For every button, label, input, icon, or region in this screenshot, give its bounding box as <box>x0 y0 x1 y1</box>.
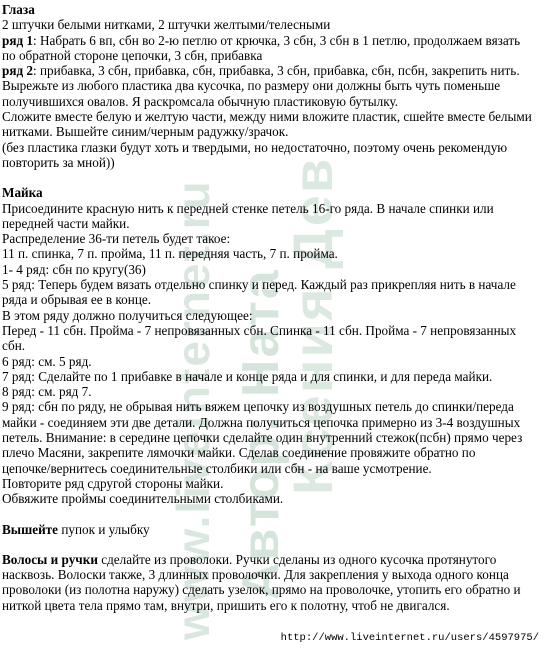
eyes-line: по обратной стороне цепочки, 3 сбн, прибавка <box>2 47 263 63</box>
hair-section <box>2 552 542 613</box>
eyes-line: Сложите вместе белую и желтую части, между ними вложите пластик, сшейте вместе белыми <box>2 109 532 125</box>
pattern-document <box>2 2 542 613</box>
row-label: ряд 1 <box>2 32 34 48</box>
shirt-line: 5 ряд: Теперь будем вязать отдельно спинку и перед. Каждый раз прикрепляя нить в начале <box>2 277 516 293</box>
shirt-line: 6 ряд: см. 5 ряд. <box>2 353 92 369</box>
shirt-line: майки - соединяем эти две детали. Должна получиться цепочка примерно из 3-4 воздушных <box>2 414 521 430</box>
shirt-line: передней части майки. <box>2 215 130 231</box>
hair-line: ниткой цвета тела прямо там, внутри, пришить его к полотну, чтоб не двигался. <box>2 597 450 613</box>
hair-line: проволоки (из полотна наружу) сделать узелок, прямо на проволочке, утопить его обратно и <box>2 582 521 598</box>
hair-text: сделайте из проволоки. Ручки сделаны из одного кусочка протянутого <box>97 551 497 567</box>
eyes-section <box>2 2 542 170</box>
hair-line: насквозь. Волоски также, 3 длинных проволочки. Для закрепления у выхода одного конца <box>2 567 509 583</box>
watermark-site: www.liveinternet.ru <box>167 179 219 640</box>
shirt-lines <box>2 201 542 507</box>
shirt-heading: Майка <box>2 185 43 201</box>
eyes-line: 2 штучки белыми нитками, 2 штучки желтыми/телесными <box>2 17 331 33</box>
shirt-line: Присоедините красную нить к передней стенке петель 16-го ряда. В начале спинки или <box>2 200 494 216</box>
eyes-row2 <box>2 63 542 78</box>
watermark-author: Автор: Ната <box>232 268 290 600</box>
shirt-line: плечо Масяни, закрепите лямочки майки. Сделав соединение провяжите обратно по <box>2 445 476 461</box>
shirt-line: В этом ряду должно получиться следующее: <box>2 307 253 323</box>
shirt-line: сбн. <box>2 338 26 354</box>
shirt-line: Повторите ряд сдругой стороны майки. <box>2 475 224 491</box>
shirt-line: 7 ряд: Сделайте по 1 прибавке в начале и конце ряда и для спинки, и для переда майки. <box>2 368 493 384</box>
shirt-line: 1- 4 ряд: сбн по кругу(36) <box>2 261 146 277</box>
shirt-line: Обвяжите проймы соединительными столбиками. <box>2 491 284 507</box>
embroider-paragraph <box>2 522 542 537</box>
watermark-name: Ксения Дев <box>281 156 344 495</box>
eyes-heading: Глаза <box>2 2 35 17</box>
shirt-line: петель. Внимание: в середине цепочки сделайте один внутренний стежок(псбн) прямо через <box>2 430 523 446</box>
embroider-text: пупок и улыбку <box>58 521 150 537</box>
eyes-line: Вырежьте из любого пластика два кусочка, по размеру они должны быть чуть поменьше <box>2 78 501 94</box>
shirt-section <box>2 185 542 506</box>
hair-heading: Волосы и ручки <box>2 551 98 567</box>
shirt-line: ряда и обрывая ее в конце. <box>2 292 152 308</box>
eyes-line: получившихся овалов. Я раскромсала обычную пластиковую бутылку. <box>2 93 399 109</box>
shirt-line: Перед - 11 сбн. Пройма - 7 непровязанных сбн. Спинка - 11 сбн. Пройма - 7 непровязанных <box>2 322 517 338</box>
shirt-line: 11 п. спинка, 7 п. пройма, 11 п. передняя часть, 7 п. пройма. <box>2 246 338 262</box>
shirt-line: 9 ряд: сбн по ряду, не обрывая нить вяжем цепочку из воздушных петель до спинки/переда <box>2 399 514 415</box>
eyes-line: нитками. Вышейте синим/черным радужку/зрачок. <box>2 124 289 140</box>
embroider-heading: Вышейте <box>2 521 59 537</box>
eyes-line: повторить за мной)) <box>2 154 115 170</box>
row-label: ряд 2 <box>2 63 34 79</box>
shirt-line: цепочке/вернитесь соединительные столбики или сбн - на ваше усмотрение. <box>2 460 432 476</box>
shirt-line: Распределение 36-ти петель будет такое: <box>2 231 231 247</box>
row-text: : Набрать 6 вп, сбн во 2-ю петлю от крючка, 3 сбн, 3 сбн в 1 петлю, продолжаем вязать <box>33 32 521 48</box>
row-text: : прибавка, 3 сбн, прибавка, сбн, прибавка, 3 сбн, прибавка, сбн, псбн, закрепить нить. <box>33 63 520 79</box>
shirt-line: 8 ряд: см. ряд 7. <box>2 384 92 400</box>
eyes-line: (без пластика глазки будут хоть и твердыми, но недостаточно, поэтому очень рекомендую <box>2 139 508 155</box>
source-url: http://www.liveinternet.ru/users/4597975/ <box>280 632 539 644</box>
eyes-row1 <box>2 33 542 48</box>
